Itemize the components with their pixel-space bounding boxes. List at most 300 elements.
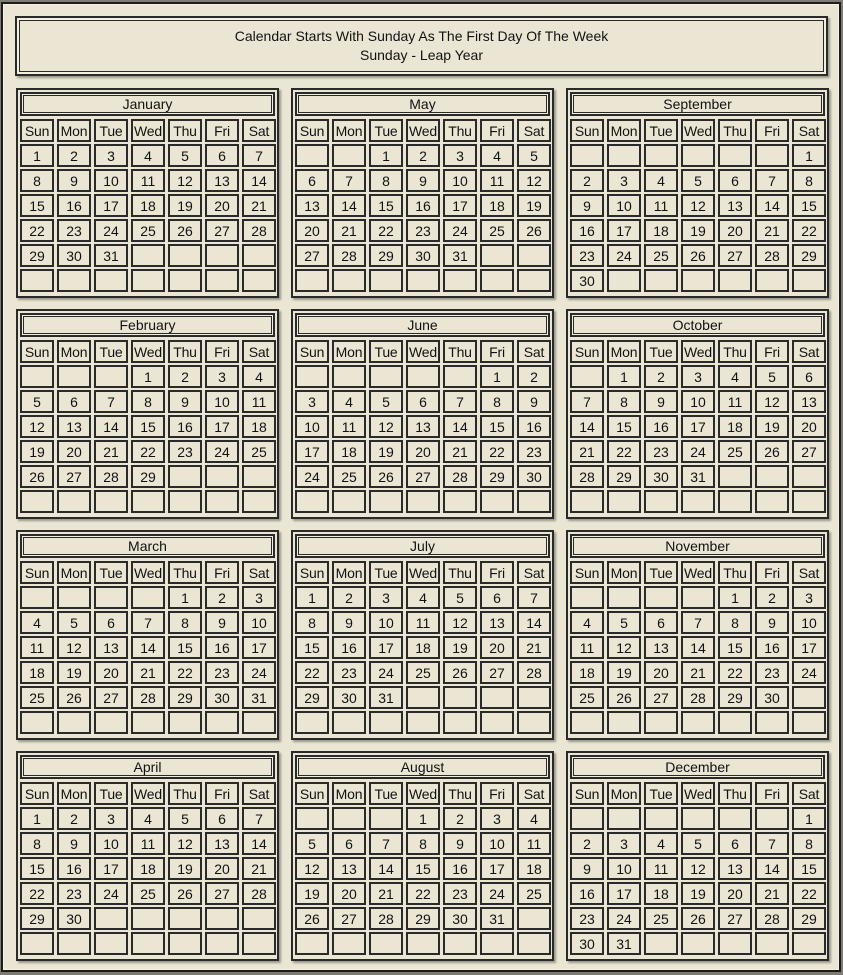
day-cell: 13 bbox=[718, 194, 752, 217]
empty-day-cell bbox=[718, 711, 752, 734]
day-cell: 2 bbox=[406, 144, 440, 167]
day-cell: 27 bbox=[332, 907, 366, 930]
day-cell: 24 bbox=[443, 219, 477, 242]
empty-day-cell bbox=[681, 807, 715, 830]
weekday-header: Tue bbox=[94, 119, 128, 142]
day-cell: 8 bbox=[131, 390, 165, 413]
empty-day-cell bbox=[406, 365, 440, 388]
weekday-header: Sun bbox=[20, 340, 54, 363]
day-cell: 26 bbox=[20, 465, 54, 488]
day-cell: 14 bbox=[242, 169, 276, 192]
weekday-header: Mon bbox=[332, 340, 366, 363]
day-cell: 19 bbox=[369, 440, 403, 463]
month-july bbox=[291, 530, 554, 740]
empty-day-cell bbox=[607, 490, 641, 513]
day-cell: 10 bbox=[480, 832, 514, 855]
month-title: September bbox=[570, 92, 825, 116]
day-cell: 2 bbox=[57, 807, 91, 830]
day-cell: 1 bbox=[20, 807, 54, 830]
empty-day-cell bbox=[755, 807, 789, 830]
day-cell: 23 bbox=[57, 219, 91, 242]
day-cell: 7 bbox=[755, 169, 789, 192]
day-cell: 22 bbox=[718, 661, 752, 684]
day-cell: 12 bbox=[681, 194, 715, 217]
weekday-header: Sat bbox=[517, 782, 551, 805]
day-cell: 17 bbox=[607, 882, 641, 905]
weekday-header: Wed bbox=[681, 340, 715, 363]
weekday-header: Thu bbox=[168, 340, 202, 363]
empty-day-cell bbox=[295, 269, 329, 292]
empty-day-cell bbox=[205, 269, 239, 292]
empty-day-cell bbox=[20, 269, 54, 292]
day-cell: 6 bbox=[94, 611, 128, 634]
empty-day-cell bbox=[57, 586, 91, 609]
empty-day-cell bbox=[57, 711, 91, 734]
day-cell: 13 bbox=[480, 611, 514, 634]
day-cell: 3 bbox=[681, 365, 715, 388]
day-cell: 25 bbox=[644, 907, 678, 930]
empty-day-cell bbox=[792, 269, 826, 292]
day-cell: 11 bbox=[517, 832, 551, 855]
day-cell: 1 bbox=[168, 586, 202, 609]
day-cell: 27 bbox=[718, 244, 752, 267]
day-cell: 26 bbox=[369, 465, 403, 488]
day-cell: 28 bbox=[94, 465, 128, 488]
empty-day-cell bbox=[792, 465, 826, 488]
day-cell: 11 bbox=[480, 169, 514, 192]
day-cell: 9 bbox=[57, 169, 91, 192]
weekday-header: Mon bbox=[57, 340, 91, 363]
day-cell: 24 bbox=[295, 465, 329, 488]
day-cell: 29 bbox=[480, 465, 514, 488]
day-cell: 19 bbox=[168, 194, 202, 217]
empty-day-cell bbox=[443, 365, 477, 388]
day-cell: 20 bbox=[94, 661, 128, 684]
empty-day-cell bbox=[57, 490, 91, 513]
month-september bbox=[566, 88, 829, 298]
empty-day-cell bbox=[94, 907, 128, 930]
day-cell: 23 bbox=[755, 661, 789, 684]
day-cell: 13 bbox=[406, 415, 440, 438]
day-cell: 25 bbox=[131, 219, 165, 242]
empty-day-cell bbox=[242, 465, 276, 488]
day-cell: 13 bbox=[332, 857, 366, 880]
day-cell: 4 bbox=[517, 807, 551, 830]
day-cell: 14 bbox=[681, 636, 715, 659]
day-cell: 8 bbox=[406, 832, 440, 855]
weekday-header: Fri bbox=[480, 561, 514, 584]
day-cell: 5 bbox=[755, 365, 789, 388]
day-cell: 24 bbox=[681, 440, 715, 463]
empty-day-cell bbox=[718, 932, 752, 955]
empty-day-cell bbox=[570, 144, 604, 167]
month-grid bbox=[20, 561, 277, 734]
day-cell: 17 bbox=[94, 194, 128, 217]
day-cell: 5 bbox=[20, 390, 54, 413]
day-cell: 26 bbox=[681, 907, 715, 930]
empty-day-cell bbox=[94, 711, 128, 734]
weekday-header: Mon bbox=[57, 782, 91, 805]
day-cell: 11 bbox=[644, 857, 678, 880]
day-cell: 22 bbox=[369, 219, 403, 242]
day-cell: 16 bbox=[406, 194, 440, 217]
day-cell: 3 bbox=[792, 586, 826, 609]
day-cell: 4 bbox=[332, 390, 366, 413]
day-cell: 30 bbox=[755, 686, 789, 709]
day-cell: 17 bbox=[443, 194, 477, 217]
day-cell: 26 bbox=[168, 219, 202, 242]
day-cell: 26 bbox=[295, 907, 329, 930]
empty-day-cell bbox=[517, 244, 551, 267]
empty-day-cell bbox=[480, 490, 514, 513]
weekday-header: Sat bbox=[792, 119, 826, 142]
day-cell: 20 bbox=[718, 882, 752, 905]
day-cell: 11 bbox=[644, 194, 678, 217]
day-cell: 18 bbox=[480, 194, 514, 217]
day-cell: 25 bbox=[20, 686, 54, 709]
day-cell: 9 bbox=[570, 857, 604, 880]
weekday-header: Tue bbox=[644, 561, 678, 584]
day-cell: 6 bbox=[57, 390, 91, 413]
weekday-header: Fri bbox=[480, 119, 514, 142]
day-cell: 2 bbox=[57, 144, 91, 167]
day-cell: 26 bbox=[607, 686, 641, 709]
empty-day-cell bbox=[242, 269, 276, 292]
day-cell: 24 bbox=[94, 219, 128, 242]
empty-day-cell bbox=[517, 490, 551, 513]
day-cell: 3 bbox=[480, 807, 514, 830]
day-cell: 1 bbox=[480, 365, 514, 388]
empty-day-cell bbox=[644, 269, 678, 292]
weekday-header: Sat bbox=[517, 119, 551, 142]
day-cell: 17 bbox=[369, 636, 403, 659]
day-cell: 5 bbox=[295, 832, 329, 855]
day-cell: 13 bbox=[295, 194, 329, 217]
day-cell: 7 bbox=[369, 832, 403, 855]
day-cell: 15 bbox=[131, 415, 165, 438]
day-cell: 6 bbox=[295, 169, 329, 192]
empty-day-cell bbox=[205, 711, 239, 734]
day-cell: 14 bbox=[443, 415, 477, 438]
day-cell: 25 bbox=[480, 219, 514, 242]
empty-day-cell bbox=[295, 932, 329, 955]
day-cell: 10 bbox=[94, 169, 128, 192]
day-cell: 18 bbox=[332, 440, 366, 463]
day-cell: 23 bbox=[644, 440, 678, 463]
day-cell: 31 bbox=[242, 686, 276, 709]
day-cell: 8 bbox=[20, 832, 54, 855]
day-cell: 12 bbox=[607, 636, 641, 659]
day-cell: 29 bbox=[168, 686, 202, 709]
day-cell: 3 bbox=[607, 169, 641, 192]
header-title: Calendar Starts With Sunday As The First Day Of The Week bbox=[234, 28, 609, 44]
day-cell: 2 bbox=[570, 832, 604, 855]
weekday-header: Mon bbox=[332, 119, 366, 142]
empty-day-cell bbox=[332, 490, 366, 513]
day-cell: 29 bbox=[20, 244, 54, 267]
empty-day-cell bbox=[205, 490, 239, 513]
day-cell: 18 bbox=[718, 415, 752, 438]
empty-day-cell bbox=[242, 711, 276, 734]
empty-day-cell bbox=[168, 465, 202, 488]
day-cell: 11 bbox=[131, 832, 165, 855]
day-cell: 15 bbox=[480, 415, 514, 438]
empty-day-cell bbox=[480, 711, 514, 734]
empty-day-cell bbox=[644, 932, 678, 955]
day-cell: 6 bbox=[332, 832, 366, 855]
day-cell: 19 bbox=[295, 882, 329, 905]
day-cell: 8 bbox=[718, 611, 752, 634]
weekday-header: Tue bbox=[369, 340, 403, 363]
day-cell: 14 bbox=[369, 857, 403, 880]
day-cell: 13 bbox=[644, 636, 678, 659]
day-cell: 4 bbox=[570, 611, 604, 634]
empty-day-cell bbox=[570, 586, 604, 609]
day-cell: 23 bbox=[168, 440, 202, 463]
month-january bbox=[16, 88, 279, 298]
day-cell: 18 bbox=[131, 857, 165, 880]
day-cell: 15 bbox=[792, 857, 826, 880]
day-cell: 27 bbox=[406, 465, 440, 488]
day-cell: 9 bbox=[168, 390, 202, 413]
empty-day-cell bbox=[131, 244, 165, 267]
empty-day-cell bbox=[681, 586, 715, 609]
weekday-header: Sat bbox=[242, 340, 276, 363]
day-cell: 4 bbox=[644, 832, 678, 855]
weekday-header: Sun bbox=[295, 561, 329, 584]
day-cell: 4 bbox=[242, 365, 276, 388]
day-cell: 16 bbox=[57, 857, 91, 880]
day-cell: 9 bbox=[205, 611, 239, 634]
day-cell: 14 bbox=[570, 415, 604, 438]
weekday-header: Mon bbox=[607, 782, 641, 805]
day-cell: 14 bbox=[755, 194, 789, 217]
day-cell: 17 bbox=[792, 636, 826, 659]
empty-day-cell bbox=[570, 365, 604, 388]
day-cell: 2 bbox=[443, 807, 477, 830]
weekday-header: Sat bbox=[792, 340, 826, 363]
empty-day-cell bbox=[517, 711, 551, 734]
empty-day-cell bbox=[94, 269, 128, 292]
empty-day-cell bbox=[168, 244, 202, 267]
empty-day-cell bbox=[369, 269, 403, 292]
weekday-header: Sat bbox=[242, 561, 276, 584]
weekday-header: Wed bbox=[681, 119, 715, 142]
day-cell: 25 bbox=[517, 882, 551, 905]
empty-day-cell bbox=[406, 711, 440, 734]
day-cell: 1 bbox=[295, 586, 329, 609]
month-march bbox=[16, 530, 279, 740]
day-cell: 23 bbox=[406, 219, 440, 242]
empty-day-cell bbox=[332, 932, 366, 955]
empty-day-cell bbox=[443, 711, 477, 734]
empty-day-cell bbox=[792, 686, 826, 709]
empty-day-cell bbox=[20, 586, 54, 609]
day-cell: 14 bbox=[242, 832, 276, 855]
weekday-header: Wed bbox=[131, 782, 165, 805]
day-cell: 18 bbox=[406, 636, 440, 659]
day-cell: 19 bbox=[20, 440, 54, 463]
empty-day-cell bbox=[517, 269, 551, 292]
day-cell: 31 bbox=[94, 244, 128, 267]
day-cell: 27 bbox=[480, 661, 514, 684]
empty-day-cell bbox=[644, 711, 678, 734]
day-cell: 16 bbox=[443, 857, 477, 880]
weekday-header: Sun bbox=[570, 782, 604, 805]
day-cell: 3 bbox=[369, 586, 403, 609]
weekday-header: Mon bbox=[607, 340, 641, 363]
day-cell: 8 bbox=[480, 390, 514, 413]
day-cell: 21 bbox=[755, 882, 789, 905]
month-title: March bbox=[20, 534, 275, 558]
weekday-header: Fri bbox=[755, 119, 789, 142]
day-cell: 16 bbox=[644, 415, 678, 438]
day-cell: 4 bbox=[131, 807, 165, 830]
empty-day-cell bbox=[168, 269, 202, 292]
day-cell: 19 bbox=[681, 219, 715, 242]
day-cell: 3 bbox=[242, 586, 276, 609]
day-cell: 23 bbox=[205, 661, 239, 684]
weekday-header: Fri bbox=[205, 782, 239, 805]
month-title: October bbox=[570, 313, 825, 337]
empty-day-cell bbox=[792, 711, 826, 734]
day-cell: 31 bbox=[681, 465, 715, 488]
day-cell: 3 bbox=[94, 807, 128, 830]
day-cell: 13 bbox=[94, 636, 128, 659]
empty-day-cell bbox=[718, 269, 752, 292]
empty-day-cell bbox=[20, 365, 54, 388]
empty-day-cell bbox=[443, 269, 477, 292]
day-cell: 7 bbox=[681, 611, 715, 634]
empty-day-cell bbox=[517, 932, 551, 955]
day-cell: 14 bbox=[517, 611, 551, 634]
empty-day-cell bbox=[369, 932, 403, 955]
day-cell: 3 bbox=[443, 144, 477, 167]
day-cell: 20 bbox=[718, 219, 752, 242]
day-cell: 14 bbox=[755, 857, 789, 880]
day-cell: 10 bbox=[607, 194, 641, 217]
empty-day-cell bbox=[607, 586, 641, 609]
empty-day-cell bbox=[131, 711, 165, 734]
day-cell: 27 bbox=[94, 686, 128, 709]
day-cell: 14 bbox=[332, 194, 366, 217]
day-cell: 9 bbox=[406, 169, 440, 192]
weekday-header: Sun bbox=[570, 340, 604, 363]
empty-day-cell bbox=[131, 269, 165, 292]
weekday-header: Mon bbox=[57, 119, 91, 142]
month-title: February bbox=[20, 313, 275, 337]
day-cell: 29 bbox=[792, 907, 826, 930]
day-cell: 28 bbox=[755, 907, 789, 930]
day-cell: 7 bbox=[443, 390, 477, 413]
day-cell: 2 bbox=[644, 365, 678, 388]
day-cell: 20 bbox=[295, 219, 329, 242]
day-cell: 17 bbox=[94, 857, 128, 880]
day-cell: 10 bbox=[295, 415, 329, 438]
day-cell: 16 bbox=[57, 194, 91, 217]
day-cell: 6 bbox=[718, 169, 752, 192]
empty-day-cell bbox=[644, 144, 678, 167]
weekday-header: Thu bbox=[718, 119, 752, 142]
day-cell: 17 bbox=[681, 415, 715, 438]
day-cell: 4 bbox=[718, 365, 752, 388]
day-cell: 25 bbox=[242, 440, 276, 463]
empty-day-cell bbox=[242, 932, 276, 955]
day-cell: 5 bbox=[681, 169, 715, 192]
day-cell: 30 bbox=[57, 907, 91, 930]
day-cell: 28 bbox=[755, 244, 789, 267]
weekday-header: Sat bbox=[242, 782, 276, 805]
calendar-page bbox=[1, 2, 841, 972]
weekday-header: Sat bbox=[517, 340, 551, 363]
empty-day-cell bbox=[644, 490, 678, 513]
weekday-header: Tue bbox=[369, 782, 403, 805]
weekday-header: Tue bbox=[369, 119, 403, 142]
day-cell: 12 bbox=[755, 390, 789, 413]
weekday-header: Sun bbox=[20, 119, 54, 142]
day-cell: 9 bbox=[755, 611, 789, 634]
month-grid bbox=[570, 340, 827, 513]
empty-day-cell bbox=[295, 144, 329, 167]
empty-day-cell bbox=[607, 711, 641, 734]
day-cell: 22 bbox=[295, 661, 329, 684]
day-cell: 16 bbox=[168, 415, 202, 438]
day-cell: 24 bbox=[205, 440, 239, 463]
day-cell: 21 bbox=[755, 219, 789, 242]
empty-day-cell bbox=[755, 144, 789, 167]
month-april bbox=[16, 751, 279, 961]
weekday-header: Mon bbox=[607, 561, 641, 584]
weekday-header: Wed bbox=[406, 561, 440, 584]
header-subtitle: Sunday - Leap Year bbox=[360, 47, 483, 63]
day-cell: 12 bbox=[168, 832, 202, 855]
day-cell: 9 bbox=[57, 832, 91, 855]
day-cell: 28 bbox=[332, 244, 366, 267]
day-cell: 6 bbox=[792, 365, 826, 388]
day-cell: 26 bbox=[681, 244, 715, 267]
weekday-header: Tue bbox=[644, 119, 678, 142]
day-cell: 20 bbox=[332, 882, 366, 905]
day-cell: 5 bbox=[607, 611, 641, 634]
day-cell: 4 bbox=[644, 169, 678, 192]
empty-day-cell bbox=[57, 269, 91, 292]
day-cell: 26 bbox=[755, 440, 789, 463]
weekday-header: Sun bbox=[295, 340, 329, 363]
day-cell: 1 bbox=[20, 144, 54, 167]
month-grid bbox=[20, 119, 277, 292]
month-may bbox=[291, 88, 554, 298]
weekday-header: Thu bbox=[168, 119, 202, 142]
day-cell: 24 bbox=[607, 244, 641, 267]
empty-day-cell bbox=[295, 807, 329, 830]
empty-day-cell bbox=[681, 490, 715, 513]
day-cell: 27 bbox=[792, 440, 826, 463]
month-grid bbox=[570, 782, 827, 955]
weekday-header: Thu bbox=[718, 782, 752, 805]
day-cell: 8 bbox=[792, 169, 826, 192]
day-cell: 12 bbox=[295, 857, 329, 880]
weekday-header: Wed bbox=[681, 782, 715, 805]
weekday-header: Fri bbox=[755, 782, 789, 805]
day-cell: 8 bbox=[295, 611, 329, 634]
day-cell: 10 bbox=[94, 832, 128, 855]
day-cell: 10 bbox=[242, 611, 276, 634]
day-cell: 10 bbox=[369, 611, 403, 634]
weekday-header: Sun bbox=[295, 782, 329, 805]
day-cell: 1 bbox=[131, 365, 165, 388]
day-cell: 9 bbox=[570, 194, 604, 217]
weekday-header: Sun bbox=[570, 561, 604, 584]
